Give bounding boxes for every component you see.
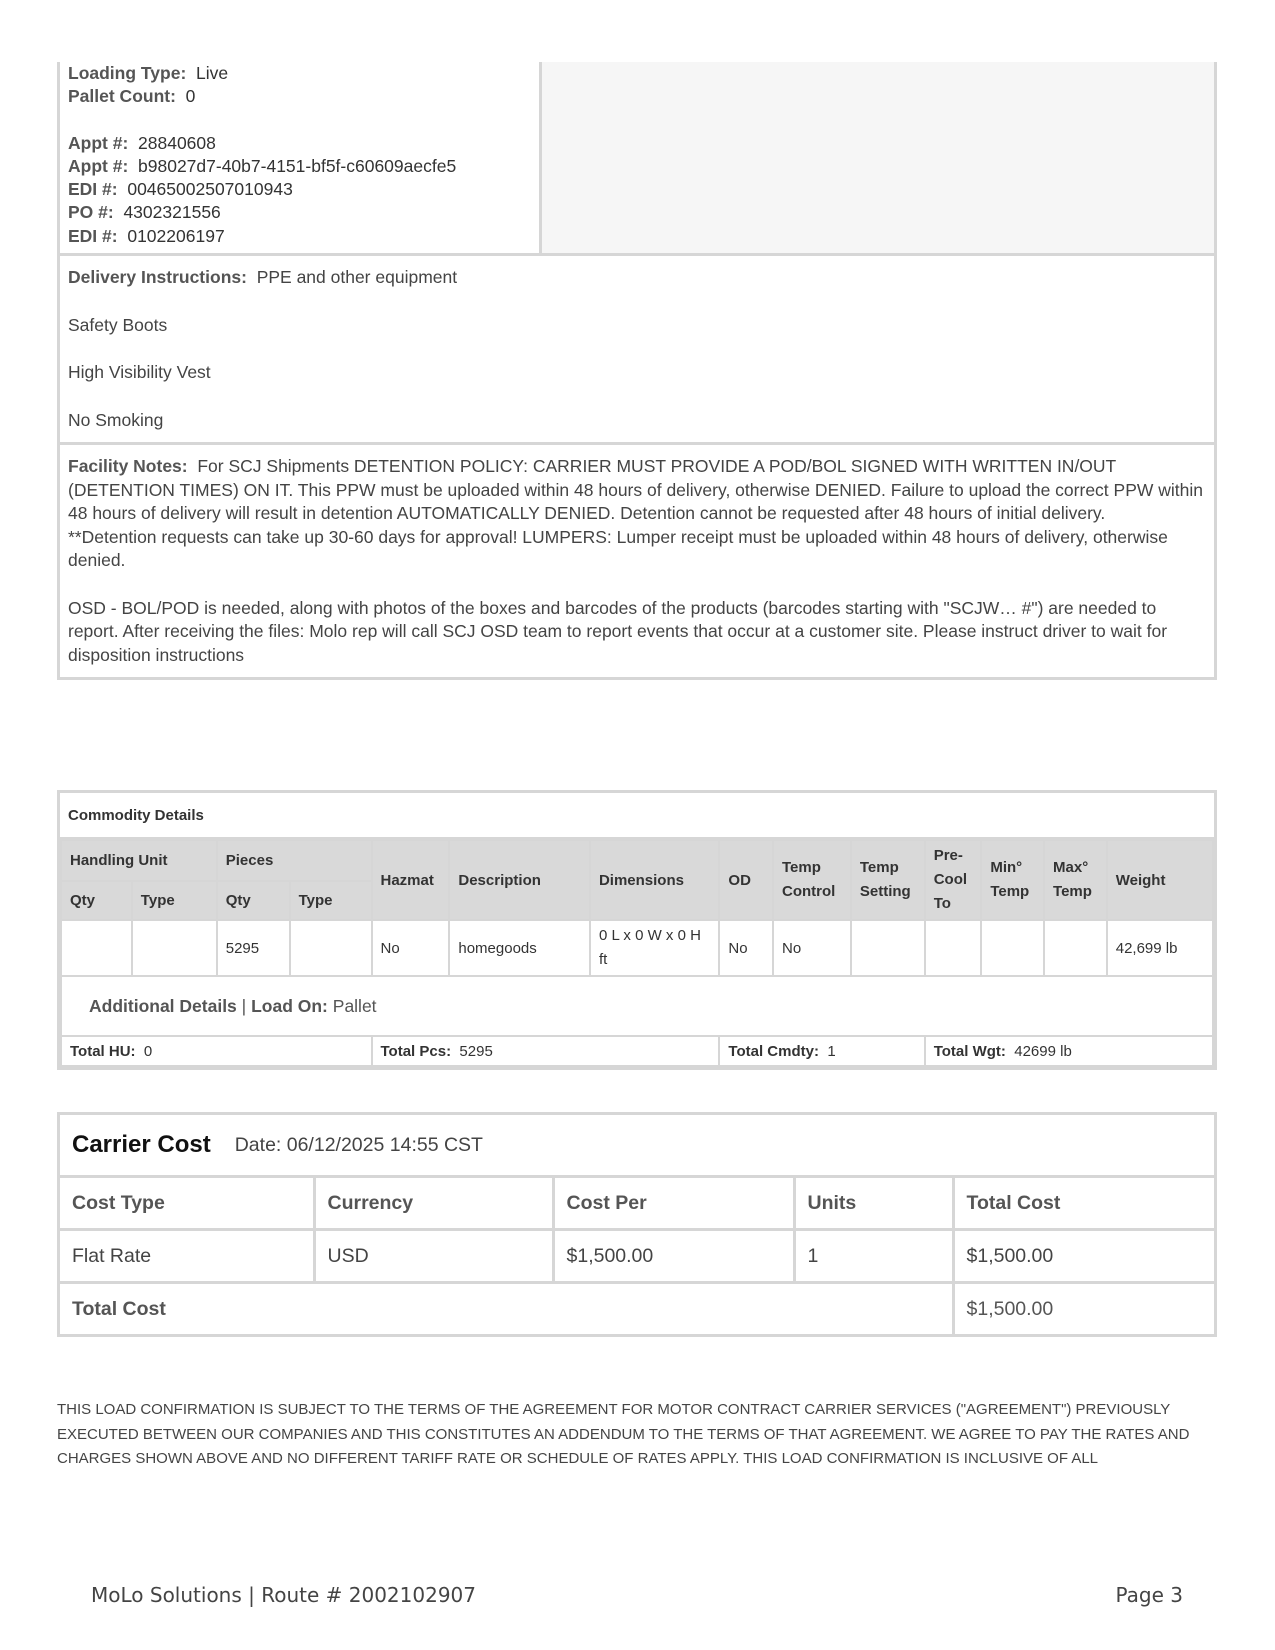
temp-setting-cell xyxy=(851,920,925,976)
instruction-line: High Visibility Vest xyxy=(68,362,211,382)
header-pcs-type: Type xyxy=(290,881,372,920)
header-currency: Currency xyxy=(314,1178,553,1230)
commodity-title: Commodity Details xyxy=(60,793,1214,839)
header-pieces: Pieces xyxy=(217,840,372,881)
header-weight: Weight xyxy=(1107,840,1213,920)
pcs-qty-cell: 5295 xyxy=(217,920,290,976)
description-cell: homegoods xyxy=(449,920,590,976)
appt-number: Appt #: b98027d7-40b7-4151-bf5f-c60609aecfe5 xyxy=(68,155,457,176)
header-hu-qty: Qty xyxy=(61,881,132,920)
stop-info-row xyxy=(60,62,1214,256)
carrier-cost-date: Date: 06/12/2025 14:55 CST xyxy=(234,1133,483,1156)
additional-details-row: Additional Details | Load On: Pallet xyxy=(61,976,1213,1036)
pallet-count: Pallet Count: 0 xyxy=(68,86,196,107)
footer-route: MoLo Solutions | Route # 2002102907 xyxy=(91,1583,476,1607)
total-cost-cell: $1,500.00 xyxy=(953,1230,1214,1283)
stop-details xyxy=(57,62,1217,680)
header-hu-type: Type xyxy=(132,881,217,920)
total-cost-value: $1,500.00 xyxy=(953,1283,1214,1335)
po-number: PO #: 4302321556 xyxy=(68,202,221,223)
table-row xyxy=(60,1230,1214,1283)
facility-note: **Detention requests can take up 30-60 days for approval! LUMPERS: Lumper receipt must be uploaded within 48 hours of delivery, otherwise denied. xyxy=(68,526,1168,570)
header-hazmat: Hazmat xyxy=(372,840,450,920)
empty-panel xyxy=(542,62,1214,253)
cost-total-row xyxy=(60,1283,1214,1335)
header-total-cost: Total Cost xyxy=(953,1178,1214,1230)
edi-number: EDI #: 00465002507010943 xyxy=(68,179,293,200)
min-temp-cell xyxy=(981,920,1044,976)
header-max-temp: Max° Temp xyxy=(1044,840,1107,920)
total-wgt: Total Wgt: 42699 lb xyxy=(925,1036,1213,1066)
carrier-cost-header xyxy=(60,1115,1214,1178)
cost-type-cell: Flat Rate xyxy=(60,1230,314,1283)
header-dimensions: Dimensions xyxy=(590,840,719,920)
dimensions-cell: 0 L x 0 W x 0 H ft xyxy=(590,920,719,976)
pcs-type-cell xyxy=(290,920,372,976)
cost-header-row xyxy=(60,1178,1214,1230)
header-temp-setting: Temp Setting xyxy=(851,840,925,920)
carrier-cost-title: Carrier Cost xyxy=(72,1131,211,1158)
appt-number: Appt #: 28840608 xyxy=(68,132,216,153)
stop-info xyxy=(60,62,542,253)
additional-details-label: Additional Details xyxy=(89,995,237,1016)
header-cost-type: Cost Type xyxy=(60,1178,314,1230)
delivery-instructions: Delivery Instructions: PPE and other equipment Safety Boots High Visibility Vest No Smoking xyxy=(60,256,1214,445)
total-hu: Total HU: 0 xyxy=(61,1036,372,1066)
loading-type: Loading Type: Live xyxy=(68,63,229,83)
hu-qty-cell xyxy=(61,920,132,976)
header-pcs-qty: Qty xyxy=(217,881,290,920)
currency-cell: USD xyxy=(314,1230,553,1283)
instruction-line: No Smoking xyxy=(68,409,164,430)
temp-control-cell: No xyxy=(773,920,851,976)
total-cmdty: Total Cmdty: 1 xyxy=(719,1036,924,1066)
edi-number: EDI #: 0102206197 xyxy=(68,225,225,246)
instruction-line: Safety Boots xyxy=(68,314,168,335)
header-pre-cool: Pre-Cool To xyxy=(925,840,982,920)
od-cell: No xyxy=(719,920,773,976)
header-min-temp: Min° Temp xyxy=(981,840,1044,920)
hazmat-cell: No xyxy=(372,920,450,976)
pre-cool-cell xyxy=(925,920,982,976)
facility-note: OSD - BOL/POD is needed, along with photos of the boxes and barcodes of the products (barcodes starting with "SCJW… #") are needed to report. After receiving the files: Molo rep will call SCJ OSD team to report events that occur at a customer site. Please instruct driver to wait for disposition instructions xyxy=(68,597,1168,665)
carrier-cost xyxy=(57,1112,1217,1337)
hu-type-cell xyxy=(132,920,217,976)
cost-per-cell: $1,500.00 xyxy=(553,1230,794,1283)
header-temp-control: Temp Control xyxy=(773,840,851,920)
header-description: Description xyxy=(449,840,590,920)
totals-row xyxy=(61,1036,1213,1066)
header-cost-per: Cost Per xyxy=(553,1178,794,1230)
page-number: Page 3 xyxy=(1115,1583,1183,1607)
units-cell: 1 xyxy=(794,1230,953,1283)
cost-table xyxy=(60,1178,1214,1334)
max-temp-cell xyxy=(1044,920,1107,976)
load-on-value: Pallet xyxy=(332,995,377,1016)
commodity-details xyxy=(57,790,1217,1070)
header-units: Units xyxy=(794,1178,953,1230)
total-cost-label: Total Cost xyxy=(60,1283,953,1335)
facility-notes: Facility Notes: For SCJ Shipments DETENTION POLICY: CARRIER MUST PROVIDE A POD/BOL SIGNED WITH WRITTEN IN/OUT (DETENTION TIMES) ON IT. This PPW must be uploaded within 48 hours of delivery, otherwise DENIED. Failure to upload the correct PPW within 48 hours of delivery will result in detention AUTOMATICALLY DENIED. Detention cannot be requested after 48 hours of initial delivery. **Detention requests can take up 30-60 days for approval! LUMPERS: Lumper receipt must be uploaded within 48 hours of delivery, otherwise denied. OSD - BOL/POD is needed, along with photos of the boxes and barcodes of the products (barcodes starting with "SCJW… #") are needed to report. After receiving the files: Molo rep will call SCJ OSD team to report events that occur at a customer site. Please instruct driver to wait for disposition instructions xyxy=(60,445,1214,677)
weight-cell: 42,699 lb xyxy=(1107,920,1213,976)
terms-text: THIS LOAD CONFIRMATION IS SUBJECT TO THE TERMS OF THE AGREEMENT FOR MOTOR CONTRACT CARRIER SERVICES ("AGREEMENT") PREVIOUSLY EXECUTED BETWEEN OUR COMPANIES AND THIS CONSTITUTES AN ADDENDUM TO THE TERMS OF THAT AGREEMENT. WE AGREE TO PAY THE RATES AND CHARGES SHOWN ABOVE AND NO DIFFERENT TARIFF RATE OR SCHEDULE OF RATES APPLY. THIS LOAD CONFIRMATION IS INCLUSIVE OF ALL xyxy=(57,1401,1190,1467)
header-handling-unit: Handling Unit xyxy=(61,840,217,881)
total-pcs: Total Pcs: 5295 xyxy=(372,1036,720,1066)
header-od: OD xyxy=(719,840,773,920)
load-on-label: Load On: xyxy=(251,995,328,1016)
commodity-table xyxy=(60,839,1214,1067)
table-row xyxy=(61,920,1213,976)
